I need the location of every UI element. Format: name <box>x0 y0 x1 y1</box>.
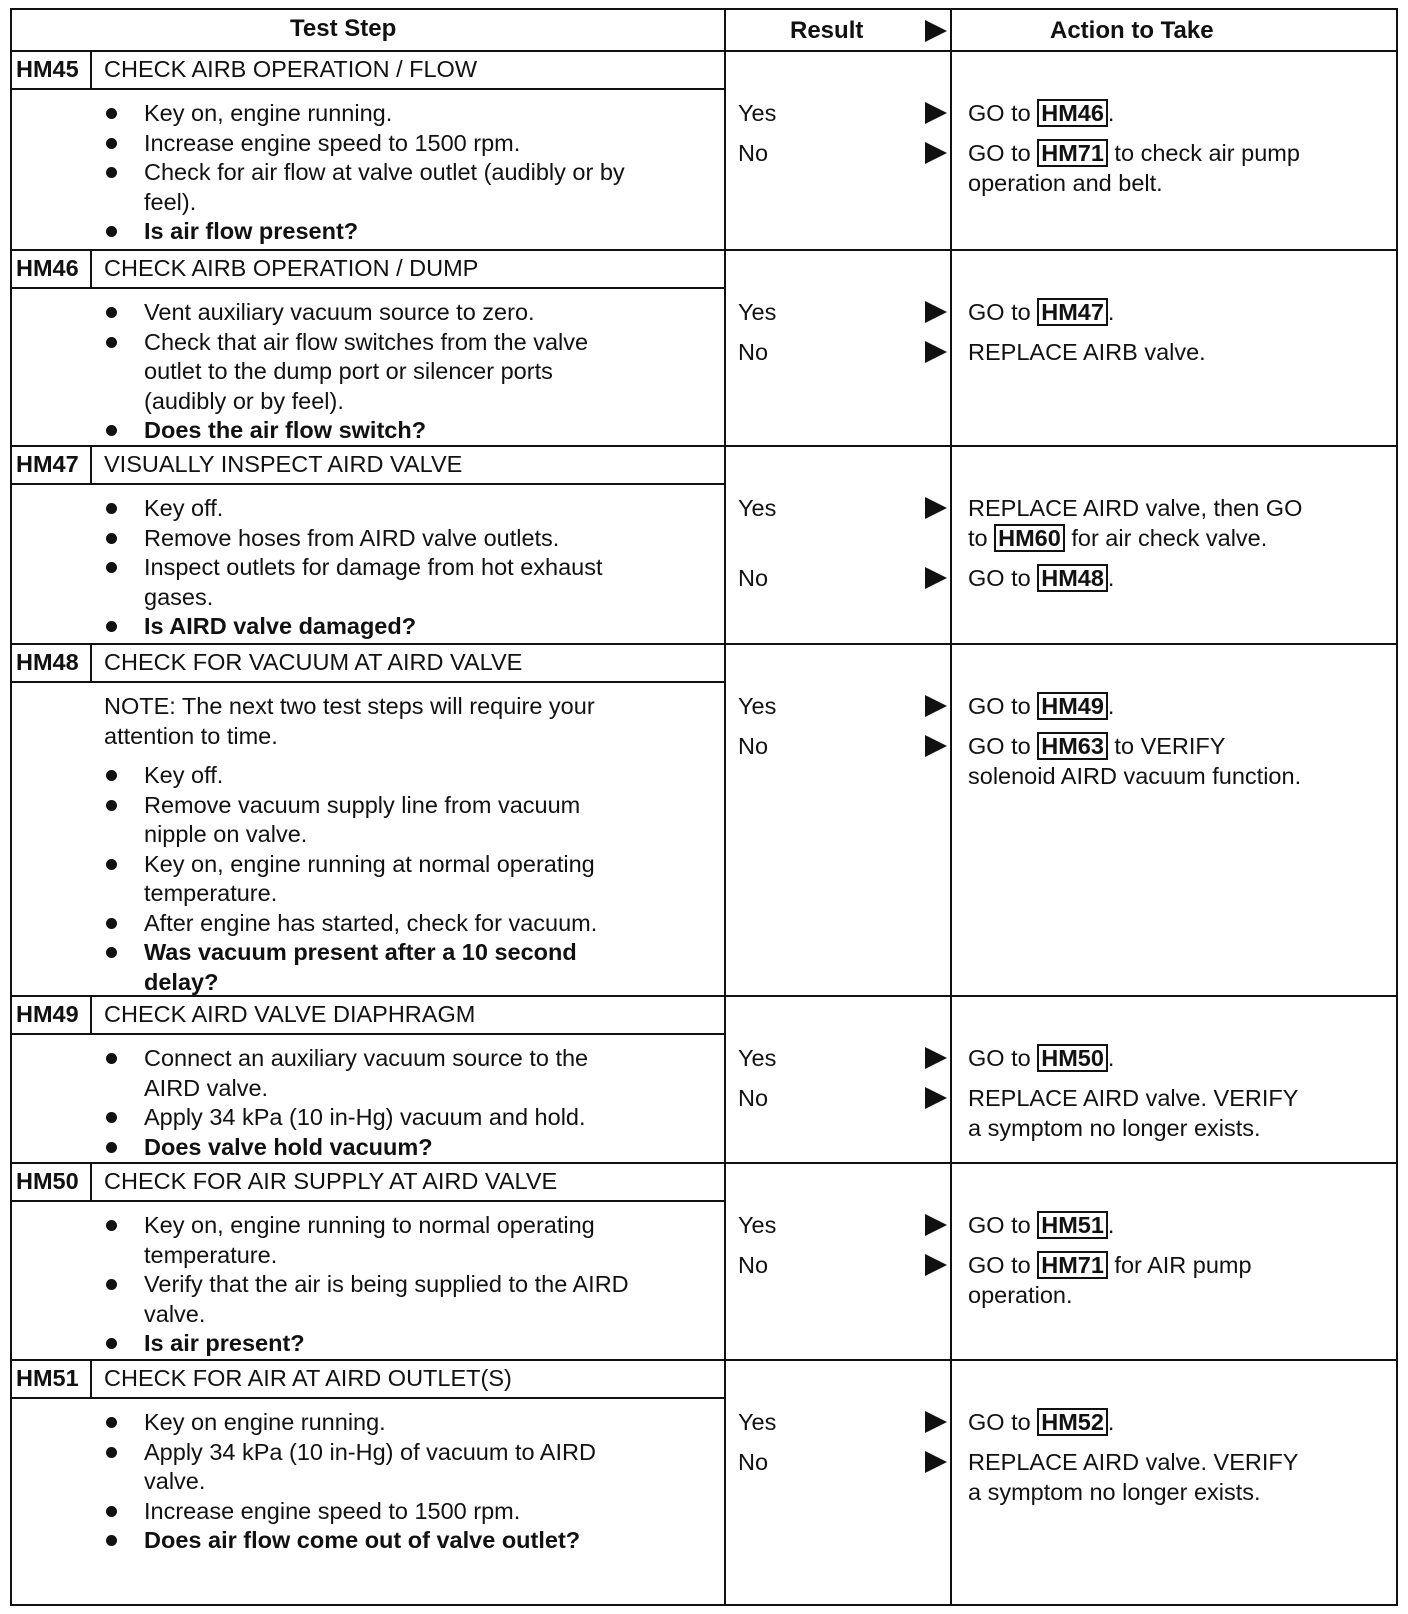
action-text-suffix: . <box>1107 1045 1115 1071</box>
step-instruction: temperature. <box>144 880 278 906</box>
title-bottom-rule <box>10 1200 724 1202</box>
result-label: Yes <box>738 693 777 719</box>
step-instruction: Remove hoses from AIRD valve outlets. <box>144 524 560 551</box>
title-bottom-rule <box>10 88 724 90</box>
result-label: No <box>738 733 769 759</box>
header-arrow-icon <box>925 20 947 42</box>
action-line <box>968 563 1114 593</box>
result-label: Yes <box>738 1045 777 1071</box>
step-instruction: Verify that the air is being supplied to the AIRD <box>144 1271 629 1297</box>
step-instruction: feel). <box>144 188 197 215</box>
id-divider <box>90 50 92 88</box>
step-title: VISUALLY INSPECT AIRD VALVE <box>104 451 463 477</box>
action-text: REPLACE AIRD valve. VERIFY <box>968 1085 1299 1111</box>
bullet-icon <box>106 108 117 119</box>
title-bottom-rule <box>10 1033 724 1035</box>
result-arrow-icon <box>925 142 947 164</box>
step-separator <box>10 445 1398 447</box>
result-arrow-icon <box>925 567 947 589</box>
bullet-icon <box>106 1338 117 1349</box>
step-reference-link[interactable]: HM46 <box>1037 99 1108 127</box>
diagnostic-table <box>10 8 1398 1606</box>
action-line <box>968 1280 1073 1310</box>
bullet-icon <box>106 1112 117 1123</box>
step-title: CHECK AIRB OPERATION / DUMP <box>104 255 479 281</box>
step-separator <box>10 995 1398 997</box>
id-divider <box>90 1359 92 1397</box>
step-id: HM50 <box>16 1168 79 1194</box>
step-reference-link[interactable]: HM48 <box>1037 564 1108 592</box>
action-text: operation. <box>968 1282 1073 1308</box>
step-instruction: NOTE: The next two test steps will require your <box>104 693 595 719</box>
action-text: operation and belt. <box>968 170 1163 196</box>
bullet-icon <box>106 226 117 237</box>
action-text-suffix: . <box>1107 693 1115 719</box>
action-text: GO to <box>968 1045 1038 1071</box>
step-instruction: gases. <box>144 583 214 610</box>
step-id: HM45 <box>16 56 79 82</box>
step-reference-link[interactable]: HM47 <box>1037 298 1108 326</box>
action-text-suffix: to VERIFY <box>1107 733 1226 759</box>
step-reference-link[interactable]: HM52 <box>1037 1408 1108 1436</box>
step-instruction: Does air flow come out of valve outlet? <box>144 1527 581 1553</box>
step-separator <box>10 1162 1398 1164</box>
bullet-icon <box>106 425 117 436</box>
step-instruction: Key on, engine running at normal operating <box>144 850 595 877</box>
bullet-icon <box>106 1506 117 1517</box>
bullet-icon <box>106 337 117 348</box>
step-title: CHECK FOR VACUUM AT AIRD VALVE <box>104 649 523 675</box>
result-label: Yes <box>738 100 777 126</box>
step-instruction: outlet to the dump port or silencer ports <box>144 358 553 384</box>
step-reference-link[interactable]: HM63 <box>1037 732 1108 760</box>
step-instruction: Was vacuum present after a 10 second <box>144 939 577 965</box>
action-line <box>968 691 1114 721</box>
header-bottom-rule <box>10 50 1398 52</box>
step-title: CHECK FOR AIR SUPPLY AT AIRD VALVE <box>104 1168 558 1194</box>
step-reference-link[interactable]: HM50 <box>1037 1044 1108 1072</box>
result-arrow-icon <box>925 1254 947 1276</box>
step-instruction: valve. <box>144 1468 206 1494</box>
action-line <box>968 731 1225 761</box>
action-text: GO to <box>968 100 1038 126</box>
action-column-divider <box>950 8 952 1606</box>
bullet-icon <box>106 562 117 573</box>
action-line <box>968 138 1300 168</box>
step-instruction: Key on, engine running. <box>144 100 393 126</box>
action-text: a symptom no longer exists. <box>968 1115 1261 1141</box>
bullet-icon <box>106 1447 117 1458</box>
action-text: REPLACE AIRB valve. <box>968 339 1206 365</box>
result-arrow-icon <box>925 341 947 363</box>
action-text-suffix: . <box>1107 565 1115 591</box>
table-right-border <box>1396 8 1398 1606</box>
action-line <box>968 337 1206 367</box>
bullet-icon <box>106 1535 117 1546</box>
id-divider <box>90 249 92 287</box>
bullet-icon <box>106 859 117 870</box>
action-text: REPLACE AIRD valve. VERIFY <box>968 1449 1299 1475</box>
result-arrow-icon <box>925 102 947 124</box>
header-test-step: Test Step <box>290 15 397 42</box>
step-id: HM48 <box>16 649 79 675</box>
action-line <box>968 1407 1114 1437</box>
step-instruction: Key off. <box>144 762 224 788</box>
result-arrow-icon <box>925 1214 947 1236</box>
action-line <box>968 1250 1252 1280</box>
bullet-icon <box>106 1417 117 1428</box>
bullet-icon <box>106 800 117 811</box>
step-instruction: nipple on valve. <box>144 821 308 847</box>
result-label: Yes <box>738 1212 777 1238</box>
step-instruction: Check that air flow switches from the valve <box>144 328 589 355</box>
title-bottom-rule <box>10 681 724 683</box>
step-instruction: Apply 34 kPa (10 in-Hg) vacuum and hold. <box>144 1104 586 1130</box>
action-text: GO to <box>968 733 1038 759</box>
step-id: HM51 <box>16 1365 79 1391</box>
bullet-icon <box>106 503 117 514</box>
id-divider <box>90 643 92 681</box>
step-title: CHECK AIRB OPERATION / FLOW <box>104 56 478 82</box>
result-arrow-icon <box>925 1411 947 1433</box>
action-text-suffix: for air check valve. <box>1064 525 1268 551</box>
result-label: Yes <box>738 299 777 325</box>
action-line <box>968 1083 1298 1113</box>
action-line <box>968 297 1114 327</box>
result-arrow-icon <box>925 1047 947 1069</box>
id-divider <box>90 995 92 1033</box>
step-id: HM47 <box>16 451 79 477</box>
step-instruction: Is air flow present? <box>144 218 359 244</box>
bullet-icon <box>106 947 117 958</box>
result-label: No <box>738 1449 769 1475</box>
step-instruction: Check for air flow at valve outlet (audibly or by <box>144 159 625 185</box>
result-arrow-icon <box>925 497 947 519</box>
title-bottom-rule <box>10 1397 724 1399</box>
bullet-icon <box>106 918 117 929</box>
result-label: No <box>738 339 769 365</box>
step-instruction: AIRD valve. <box>144 1074 269 1101</box>
action-text: GO to <box>968 299 1038 325</box>
action-text: solenoid AIRD vacuum function. <box>968 763 1302 789</box>
title-bottom-rule <box>10 483 724 485</box>
bullet-icon <box>106 1220 117 1231</box>
bullet-icon <box>106 1053 117 1064</box>
action-line <box>968 1477 1261 1507</box>
action-text-suffix: . <box>1107 1212 1115 1238</box>
bullet-icon <box>106 307 117 318</box>
step-instruction: Does valve hold vacuum? <box>144 1133 433 1160</box>
result-arrow-icon <box>925 695 947 717</box>
step-instruction: Is AIRD valve damaged? <box>144 613 417 639</box>
action-text-suffix: . <box>1107 100 1115 126</box>
step-instruction: Key on, engine running to normal operating <box>144 1212 595 1238</box>
action-text: to <box>968 525 995 551</box>
step-reference-link[interactable]: HM60 <box>994 524 1065 552</box>
action-line <box>968 761 1301 791</box>
step-instruction: valve. <box>144 1300 206 1327</box>
header-result: Result <box>790 17 864 44</box>
step-title: CHECK AIRD VALVE DIAPHRAGM <box>104 1001 476 1027</box>
action-line <box>968 1043 1114 1073</box>
step-instruction: Increase engine speed to 1500 rpm. <box>144 1497 521 1524</box>
action-text-suffix: for AIR pump <box>1107 1252 1252 1278</box>
result-arrow-icon <box>925 1451 947 1473</box>
step-instruction: Increase engine speed to 1500 rpm. <box>144 129 521 156</box>
step-title: CHECK FOR AIR AT AIRD OUTLET(S) <box>104 1365 512 1391</box>
step-instruction: delay? <box>144 968 219 995</box>
action-line <box>968 1447 1298 1477</box>
table-left-border <box>10 8 12 1606</box>
step-reference-link[interactable]: HM71 <box>1037 1251 1108 1279</box>
bullet-icon <box>106 621 117 632</box>
step-id: HM49 <box>16 1001 79 1027</box>
action-text: GO to <box>968 1252 1038 1278</box>
step-instruction: Is air present? <box>144 1330 305 1356</box>
action-text: GO to <box>968 1409 1038 1435</box>
action-line <box>968 523 1267 553</box>
step-reference-link[interactable]: HM71 <box>1037 139 1108 167</box>
bullet-icon <box>106 1142 117 1153</box>
id-divider <box>90 445 92 483</box>
action-line <box>968 1210 1114 1240</box>
result-label: No <box>738 565 769 591</box>
bullet-icon <box>106 138 117 149</box>
action-text: GO to <box>968 565 1038 591</box>
action-text-suffix: . <box>1107 1409 1115 1435</box>
step-instruction: Remove vacuum supply line from vacuum <box>144 791 581 818</box>
action-line <box>968 1113 1261 1143</box>
step-instruction: Key on engine running. <box>144 1409 386 1435</box>
result-label: Yes <box>738 495 777 521</box>
action-line <box>968 98 1114 128</box>
step-reference-link[interactable]: HM49 <box>1037 692 1108 720</box>
step-instruction: Does the air flow switch? <box>144 417 427 443</box>
result-arrow-icon <box>925 1087 947 1109</box>
bullet-icon <box>106 1279 117 1290</box>
step-id: HM46 <box>16 255 79 281</box>
action-text-suffix: . <box>1107 299 1115 325</box>
step-instruction: attention to time. <box>104 722 278 749</box>
step-instruction: After engine has started, check for vacuum. <box>144 909 598 936</box>
table-top-border <box>10 8 1398 10</box>
action-line <box>968 168 1163 198</box>
step-instruction: Apply 34 kPa (10 in-Hg) of vacuum to AIRD <box>144 1438 596 1465</box>
header-action: Action to Take <box>1050 17 1214 44</box>
result-arrow-icon <box>925 301 947 323</box>
action-text: GO to <box>968 693 1038 719</box>
step-separator <box>10 643 1398 645</box>
action-text: a symptom no longer exists. <box>968 1479 1261 1505</box>
action-text: GO to <box>968 140 1038 166</box>
result-arrow-icon <box>925 735 947 757</box>
step-separator <box>10 1359 1398 1361</box>
step-instruction: Vent auxiliary vacuum source to zero. <box>144 299 535 325</box>
bullet-icon <box>106 770 117 781</box>
step-separator <box>10 249 1398 251</box>
result-label: No <box>738 140 769 166</box>
result-label: No <box>738 1252 769 1278</box>
action-line <box>968 493 1302 523</box>
action-text: REPLACE AIRD valve, then GO <box>968 495 1303 521</box>
bullet-icon <box>106 167 117 178</box>
action-text: GO to <box>968 1212 1038 1238</box>
step-instruction: (audibly or by feel). <box>144 387 344 414</box>
result-column-divider <box>724 8 726 1606</box>
action-text-suffix: to check air pump <box>1107 140 1300 166</box>
table-bottom-border <box>10 1604 1398 1606</box>
result-label: No <box>738 1085 769 1111</box>
bullet-icon <box>106 533 117 544</box>
id-divider <box>90 1162 92 1200</box>
step-instruction: Connect an auxiliary vacuum source to the <box>144 1045 589 1071</box>
step-instruction: temperature. <box>144 1241 278 1268</box>
step-instruction: Key off. <box>144 495 224 521</box>
step-instruction: Inspect outlets for damage from hot exhaust <box>144 554 603 580</box>
result-label: Yes <box>738 1409 777 1435</box>
step-reference-link[interactable]: HM51 <box>1037 1211 1108 1239</box>
title-bottom-rule <box>10 287 724 289</box>
